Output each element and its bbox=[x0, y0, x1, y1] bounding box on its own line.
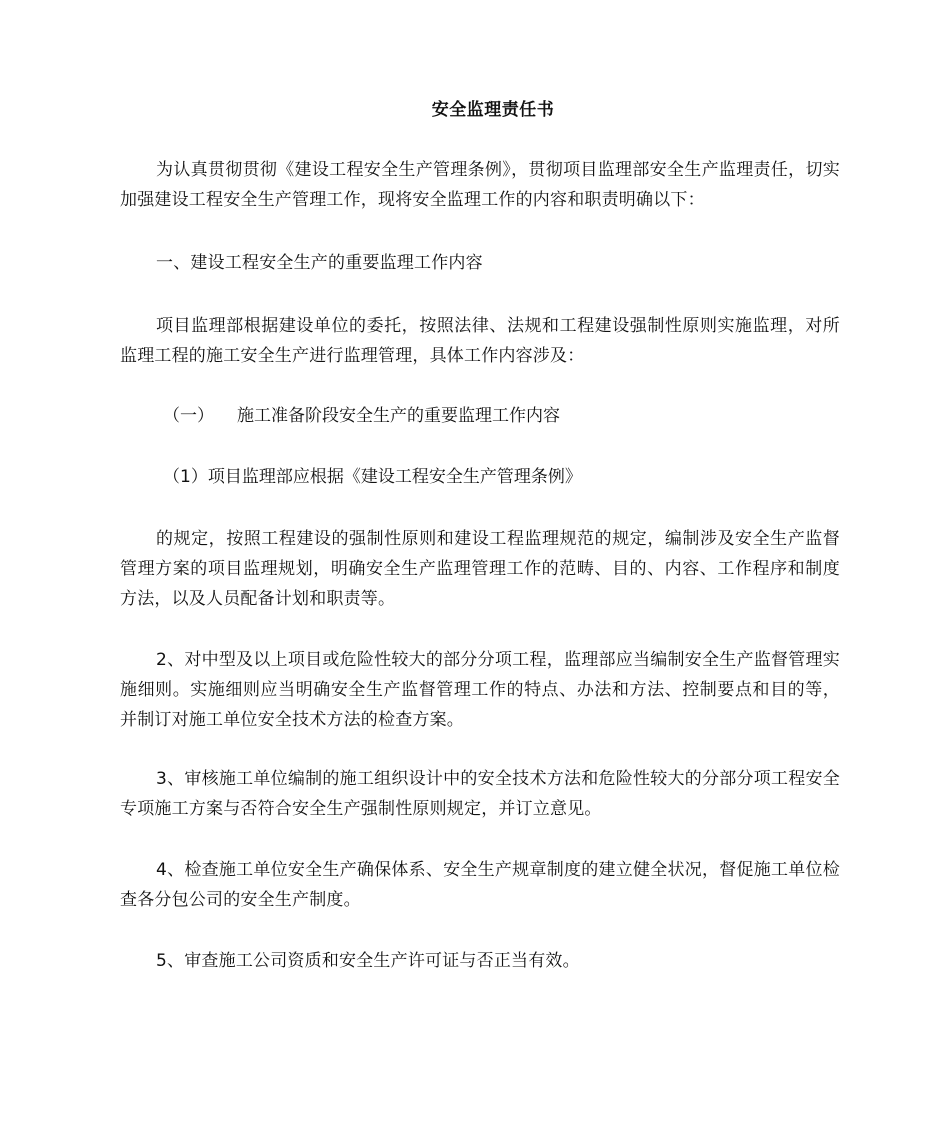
intro-paragraph: 为认真贯彻贯彻《建设工程安全生产管理条例》，贯彻项目监理部安全生产监理责任，切实加强建设工程安全生产管理工作，现将安全监理工作的内容和职责明确以下： bbox=[120, 160, 840, 210]
item-5-paragraph: 5、审查施工公司资质和安全生产许可证与否正当有效。 bbox=[156, 951, 580, 971]
item-2-paragraph: 2、对中型及以上项目或危险性较大的部分分项工程，监理部应当编制安全生产监督管理实施细则。实施细则应当明确安全生产监督管理工作的特点、办法和方法、控制要点和目的等，并制订对施工单位安全技术方法的检查方案。 bbox=[120, 650, 840, 730]
subsection-title: 施工准备阶段安全生产的重要监理工作内容 bbox=[237, 406, 560, 426]
item-3-paragraph: 3、审核施工单位编制的施工组织设计中的安全技术方法和危险性较大的分部分项工程安全专项施工方案与否符合安全生产强制性原则规定，并订立意见。 bbox=[120, 769, 840, 819]
section-heading-1: 一、建设工程安全生产的重要监理工作内容 bbox=[156, 253, 483, 273]
subsection-heading-1 bbox=[163, 401, 560, 431]
document-title: 安全监理责任书 bbox=[431, 100, 555, 120]
section-1-body: 项目监理部根据建设单位的委托，按照法律、法规和工程建设强制性原则实施监理，对所监理工程的施工安全生产进行监理管理，具体工作内容涉及： bbox=[120, 316, 840, 366]
item-1-body: 的规定，按照工程建设的强制性原则和建设工程监理规范的规定，编制涉及安全生产监督管理方案的项目监理规划，明确安全生产监理管理工作的范畴、目的、内容、工作程序和制度方法，以及人员配备计划和职责等。 bbox=[120, 529, 840, 609]
item-1-heading: （1）项目监理部应根据《建设工程安全生产管理条例》 bbox=[163, 467, 582, 487]
subsection-number: （一） bbox=[163, 406, 214, 426]
item-4-paragraph: 4、检查施工单位安全生产确保体系、安全生产规章制度的建立健全状况，督促施工单位检查各分包公司的安全生产制度。 bbox=[120, 860, 840, 910]
